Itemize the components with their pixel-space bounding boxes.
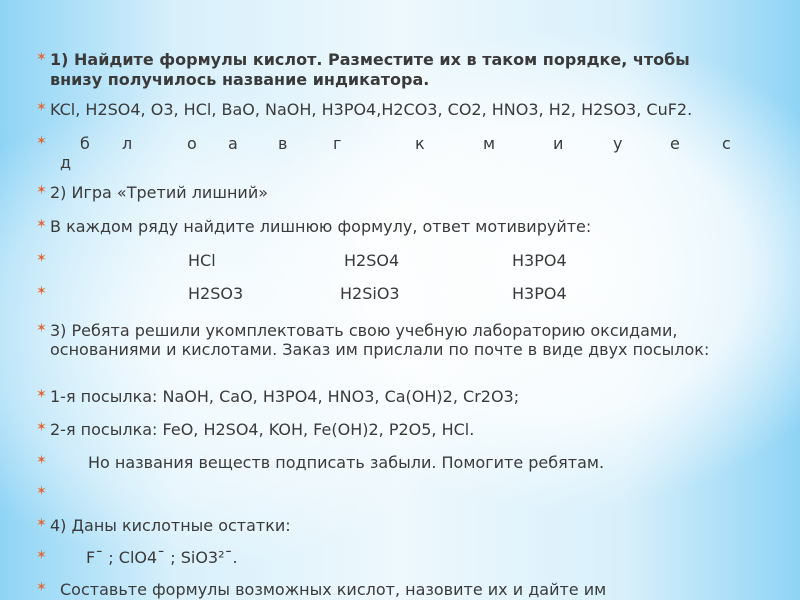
formula-cell: H2SiO3: [340, 284, 400, 303]
formula-cell: H2SO3: [188, 284, 244, 303]
letter: и: [553, 134, 564, 153]
bullet-icon: ✶: [36, 100, 47, 115]
task1-title-line1: 1) Найдите формулы кислот. Разместите их в таком порядке, чтобы: [50, 50, 690, 69]
bullet-icon: ✶: [36, 580, 47, 595]
letters-grid: [50, 134, 770, 174]
letter: у: [613, 134, 623, 153]
slide: ✶ 1) Найдите формулы кислот. Разместите их в таком порядке, чтобы внизу получилось название индикатора. ✶ KCl, H2SO4, O3, HCl, BaO, NaOH, H3PO4,H2CO3, CO2, HNO3, H2, H2SO3, CuF2. ✶ б л о а в г к м и у е с д ✶ 2) Игра «Третий лишний» ✶ В каждом ряду найдите лишнюю формулу, ответ мотивируйте: ✶ HCl H2SO4 H3PO4 ✶ H2SO3 H2SiO3 H3PO4 ✶ 3) Ребята решили укомплектовать свою учебную лабораторию оксидами, основаниями и кислотами. Заказ им прислали по почте в виде двух посылок: ✶ 1-я посылка: NaOH, CaO, H3PO4, HNO3, Ca(OH)2, Cr2O3; ✶ 2-я посылка: FeO, H2SO4, KOH, Fe(OH)2, P2O5, HCl. ✶ Но названия веществ подписать забыли. Помогите ребятам. ✶ ✶ 4) Даны кислотные остатки: ✶ F¯ ; ClO4¯ ; SiO3²¯. ✶ Составьте формулы возможных кислот, назовите их и дайте им: [0, 0, 800, 600]
formula-list: KCl, H2SO4, O3, HCl, BaO, NaOH, H3PO4,H2CO3, CO2, HNO3, H2, H2SO3, CuF2.: [50, 100, 693, 119]
letter: в: [278, 134, 288, 153]
task3-text: ✶ 3) Ребята решили укомплектовать свою учебную лабораторию оксидами, основаниями и кислотами. Заказ им прислали по почте в виде двух посылок:: [36, 321, 710, 359]
formula-cell: HCl: [188, 251, 216, 270]
task1-title-line2: внизу получилось название индикатора.: [50, 70, 430, 89]
formula-cell: H3PO4: [512, 284, 567, 303]
bullet-icon: ✶: [36, 321, 47, 336]
bullet-icon: ✶: [36, 217, 47, 232]
bullet-icon: ✶: [36, 251, 47, 266]
letter: л: [122, 134, 133, 153]
letter: б: [80, 134, 90, 153]
letter: о: [187, 134, 197, 153]
letter: м: [483, 134, 496, 153]
letter: д: [60, 153, 72, 172]
letter: а: [228, 134, 238, 153]
bullet-icon: ✶: [36, 548, 47, 563]
formula-cell: H2SO4: [344, 251, 400, 270]
bullet-icon: ✶: [36, 453, 47, 468]
bullet-icon: ✶: [36, 183, 47, 198]
bullet-icon: ✶: [36, 284, 47, 299]
bullet-icon: ✶: [36, 387, 47, 402]
letter: е: [670, 134, 680, 153]
letter: с: [722, 134, 731, 153]
letter: к: [415, 134, 425, 153]
formula-cell: H3PO4: [512, 251, 567, 270]
bullet-icon: ✶: [36, 50, 47, 65]
letter: г: [333, 134, 342, 153]
bullet-icon: ✶: [36, 134, 47, 149]
bullet-icon: ✶: [36, 420, 47, 435]
bullet-icon: ✶: [36, 516, 47, 531]
task1-title: [36, 50, 776, 90]
bullet-icon: ✶: [36, 484, 47, 499]
